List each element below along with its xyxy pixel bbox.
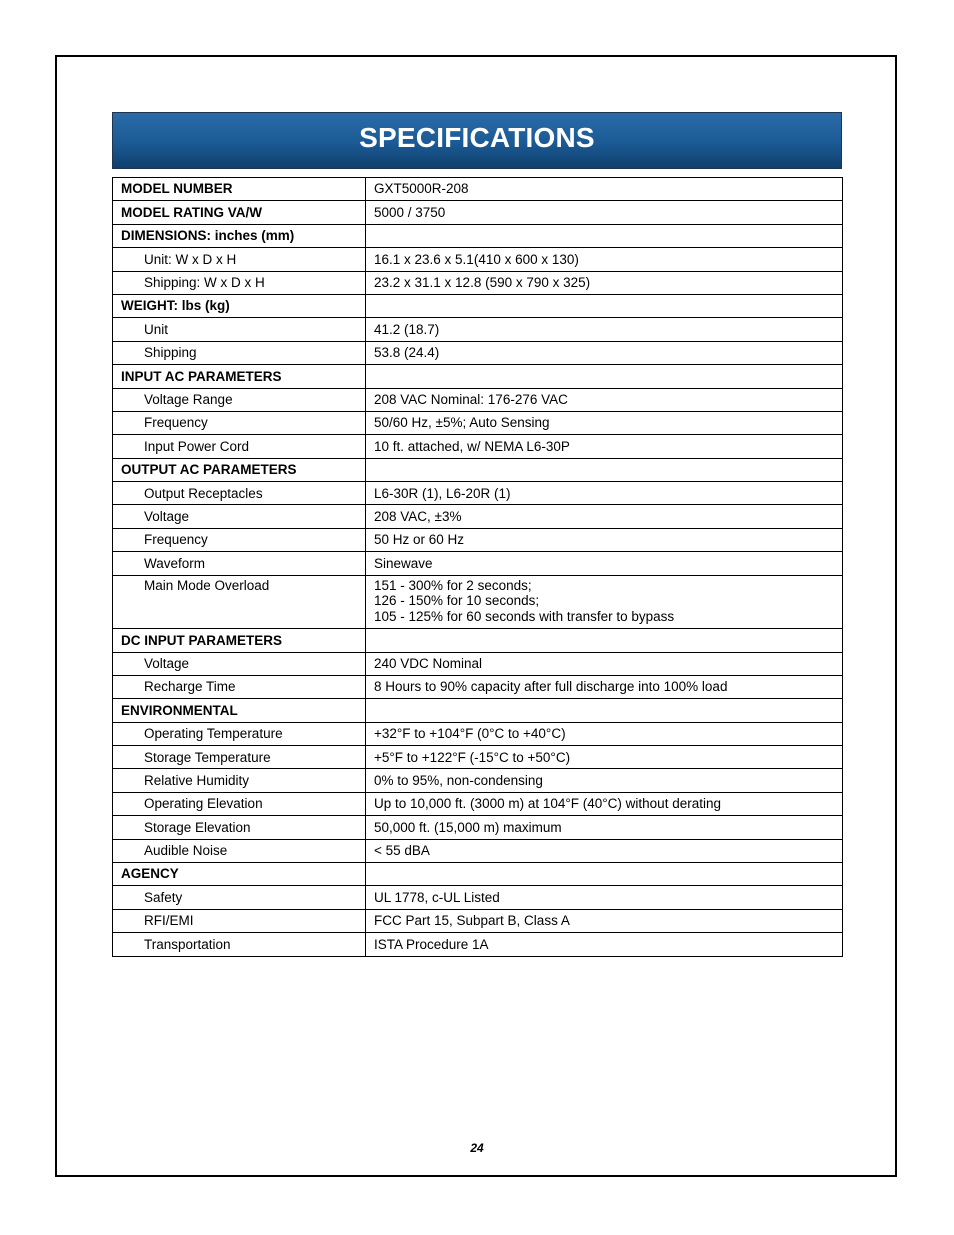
spec-value: Sinewave [366, 552, 843, 575]
spec-value [366, 294, 843, 317]
spec-value: GXT5000R-208 [366, 178, 843, 201]
spec-label: Main Mode Overload [113, 575, 366, 629]
spec-value-line: 151 - 300% for 2 seconds; [374, 577, 532, 593]
spec-label: Storage Elevation [113, 816, 366, 839]
spec-label: Voltage [113, 652, 366, 675]
table-row [113, 341, 843, 364]
spec-value: 208 VAC Nominal: 176-276 VAC [366, 388, 843, 411]
spec-value [366, 575, 843, 629]
table-row [113, 411, 843, 434]
spec-value: 50,000 ft. (15,000 m) maximum [366, 816, 843, 839]
spec-value [366, 863, 843, 886]
spec-value: 50/60 Hz, ±5%; Auto Sensing [366, 411, 843, 434]
spec-label: WEIGHT: lbs (kg) [113, 294, 366, 317]
spec-label: AGENCY [113, 863, 366, 886]
section-header-row [113, 178, 843, 201]
page-title: SPECIFICATIONS [359, 121, 595, 153]
specifications-table-body [113, 178, 843, 957]
spec-value: 23.2 x 31.1 x 12.8 (590 x 790 x 325) [366, 271, 843, 294]
spec-value [366, 699, 843, 722]
section-header-row [113, 365, 843, 388]
spec-value: 8 Hours to 90% capacity after full discharge into 100% load [366, 675, 843, 698]
table-row [113, 652, 843, 675]
table-row [113, 675, 843, 698]
spec-label: Shipping: W x D x H [113, 271, 366, 294]
section-header-row [113, 294, 843, 317]
section-header-row [113, 458, 843, 481]
table-row [113, 552, 843, 575]
spec-label: Operating Elevation [113, 792, 366, 815]
spec-label: Output Receptacles [113, 482, 366, 505]
specifications-table [112, 177, 843, 957]
table-row [113, 388, 843, 411]
spec-label: Storage Temperature [113, 746, 366, 769]
table-row [113, 248, 843, 271]
spec-value: ISTA Procedure 1A [366, 933, 843, 956]
spec-value: 5000 / 3750 [366, 201, 843, 224]
spec-value: 50 Hz or 60 Hz [366, 528, 843, 551]
spec-value [366, 365, 843, 388]
spec-value: +32°F to +104°F (0°C to +40°C) [366, 722, 843, 745]
spec-value: 53.8 (24.4) [366, 341, 843, 364]
spec-label: Frequency [113, 528, 366, 551]
spec-label: Safety [113, 886, 366, 909]
spec-label: ENVIRONMENTAL [113, 699, 366, 722]
table-row [113, 792, 843, 815]
table-row [113, 886, 843, 909]
section-header-row [113, 201, 843, 224]
spec-label: Voltage Range [113, 388, 366, 411]
spec-label: DC INPUT PARAMETERS [113, 629, 366, 652]
table-row [113, 816, 843, 839]
spec-label: INPUT AC PARAMETERS [113, 365, 366, 388]
spec-value: < 55 dBA [366, 839, 843, 862]
spec-value [366, 629, 843, 652]
spec-label: Shipping [113, 341, 366, 364]
table-row [113, 271, 843, 294]
spec-label: Unit: W x D x H [113, 248, 366, 271]
section-header-row [113, 863, 843, 886]
spec-value: 16.1 x 23.6 x 5.1(410 x 600 x 130) [366, 248, 843, 271]
spec-value: UL 1778, c-UL Listed [366, 886, 843, 909]
spec-value: 0% to 95%, non-condensing [366, 769, 843, 792]
spec-value: +5°F to +122°F (-15°C to +50°C) [366, 746, 843, 769]
spec-value-line: 105 - 125% for 60 seconds with transfer to bypass [374, 608, 675, 624]
spec-value [366, 224, 843, 247]
spec-label: DIMENSIONS: inches (mm) [113, 224, 366, 247]
spec-label: Frequency [113, 411, 366, 434]
spec-label: Operating Temperature [113, 722, 366, 745]
spec-value: 10 ft. attached, w/ NEMA L6-30P [366, 435, 843, 458]
spec-value [366, 458, 843, 481]
table-row [113, 839, 843, 862]
section-header-row [113, 224, 843, 247]
table-row [113, 528, 843, 551]
spec-value: 208 VAC, ±3% [366, 505, 843, 528]
spec-label: Recharge Time [113, 675, 366, 698]
section-header-row [113, 699, 843, 722]
spec-label: Voltage [113, 505, 366, 528]
table-row [113, 435, 843, 458]
spec-value: 41.2 (18.7) [366, 318, 843, 341]
specifications-banner [112, 112, 842, 169]
table-row [113, 482, 843, 505]
spec-label: Waveform [113, 552, 366, 575]
table-row [113, 933, 843, 956]
table-row [113, 318, 843, 341]
spec-value-line: 126 - 150% for 10 seconds; [374, 593, 540, 609]
table-row [113, 722, 843, 745]
table-row [113, 575, 843, 629]
spec-label: Audible Noise [113, 839, 366, 862]
spec-label: RFI/EMI [113, 909, 366, 932]
spec-label: Relative Humidity [113, 769, 366, 792]
spec-label: OUTPUT AC PARAMETERS [113, 458, 366, 481]
page-number: 24 [470, 1141, 484, 1155]
table-row [113, 746, 843, 769]
spec-value: 240 VDC Nominal [366, 652, 843, 675]
table-row [113, 769, 843, 792]
spec-label: Unit [113, 318, 366, 341]
table-row [113, 909, 843, 932]
spec-label: Input Power Cord [113, 435, 366, 458]
spec-value: L6-30R (1), L6-20R (1) [366, 482, 843, 505]
spec-value: Up to 10,000 ft. (3000 m) at 104°F (40°C) without derating [366, 792, 843, 815]
spec-value: FCC Part 15, Subpart B, Class A [366, 909, 843, 932]
spec-label: Transportation [113, 933, 366, 956]
section-header-row [113, 629, 843, 652]
spec-label: MODEL NUMBER [113, 178, 366, 201]
table-row [113, 505, 843, 528]
spec-label: MODEL RATING VA/W [113, 201, 366, 224]
